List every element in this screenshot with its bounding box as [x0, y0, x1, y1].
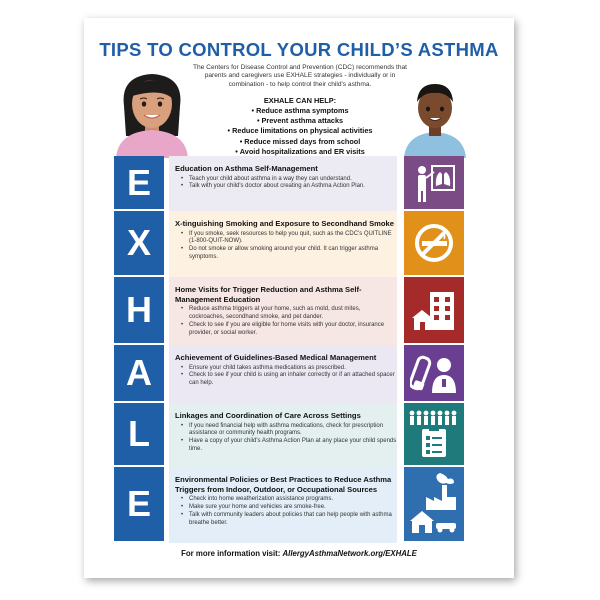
exhale-help-list	[192, 106, 408, 157]
row-bullet: • Talk with your child's doctor about creating an Asthma Action Plan.	[175, 183, 397, 191]
row-letter: E	[114, 467, 164, 543]
row-bullet: • Teach your child about asthma in a way they can understand.	[175, 176, 397, 184]
footer-prefix: For more information visit:	[181, 549, 283, 558]
row-bullet: • Do not smoke or allow smoking around your child. It can trigger asthma symptoms.	[175, 246, 397, 262]
row-e-environmental	[114, 467, 484, 543]
row-letter: E	[114, 156, 164, 211]
row-bullets	[175, 176, 397, 192]
row-letter: A	[114, 345, 164, 403]
row-content	[169, 211, 397, 277]
row-letter: L	[114, 403, 164, 467]
row-bullet: • Reduce asthma triggers at your home, such as mold, dust mites, cockroaches, secondhand smoke, and pet dander.	[175, 306, 397, 322]
row-heading: Home Visits for Trigger Reduction and Asthma Self-Management Education	[175, 285, 362, 304]
teacher-lungs-icon	[404, 156, 464, 211]
row-bullets	[175, 306, 397, 337]
row-bullet: • Check into home weatherization assistance programs.	[175, 496, 397, 504]
row-heading: Achievement of Guidelines-Based Medical Management	[175, 353, 377, 362]
row-content	[169, 345, 397, 403]
poster-sheet	[84, 18, 514, 578]
footer-link[interactable]: AllergyAsthmaNetwork.org/EXHALE	[282, 549, 417, 558]
exhale-help-title: EXHALE CAN HELP:	[263, 96, 337, 105]
help-item: • Reduce asthma symptoms	[192, 106, 408, 116]
row-heading: Linkages and Coordination of Care Across Settings	[175, 411, 361, 420]
row-bullets	[175, 231, 397, 262]
row-letter: X	[114, 211, 164, 277]
row-bullets	[175, 496, 397, 527]
factory-house-icon	[404, 467, 464, 543]
no-smoking-icon	[404, 211, 464, 277]
row-bullet: • Ensure your child takes asthma medications as prescribed.	[175, 365, 397, 373]
row-x-smoking	[114, 211, 484, 277]
intro-text: The Centers for Disease Control and Prevention (CDC) recommends that parents and caregivers use EXHALE strategies - individually or in combination - to help control their child's asthma.	[192, 64, 408, 88]
row-a-medical-management	[114, 345, 484, 403]
row-heading: Environmental Policies or Best Practices to Reduce Asthma Triggers from Indoor, Outdoor, or Occupational Sources	[175, 475, 392, 494]
row-bullet: • If you need financial help with asthma medications, check for prescription assistance or community health programs.	[175, 423, 397, 439]
row-bullet: • Check to see if you are eligible for home visits with your doctor, insurance provider, or social worker.	[175, 322, 397, 338]
row-e-education	[114, 156, 484, 211]
row-bullet: • Talk with community leaders about policies that can help people with asthma breathe better.	[175, 512, 397, 528]
help-item: • Reduce missed days from school	[192, 137, 408, 147]
mother-illustration	[112, 66, 192, 158]
row-bullets	[175, 423, 397, 454]
help-item: • Prevent asthma attacks	[192, 116, 408, 126]
row-heading: X-tinguishing Smoking and Exposure to Secondhand Smoke	[175, 219, 394, 228]
people-checklist-icon	[404, 403, 464, 467]
row-bullet: • Check to see if your child is using an inhaler correctly or if an attached spacer can help.	[175, 372, 397, 388]
row-bullet: • If you smoke, seek resources to help you quit, such as the CDC's QUITLINE (1-800-QUIT-NOW).	[175, 231, 397, 247]
footer-more-info	[84, 549, 514, 558]
row-h-home-visits	[114, 277, 484, 345]
row-content	[169, 403, 397, 467]
poster-title: TIPS TO CONTROL YOUR CHILD’S ASTHMA	[99, 39, 499, 60]
row-content	[169, 156, 397, 211]
inhaler-doctor-icon	[404, 345, 464, 403]
child-illustration	[402, 78, 468, 158]
help-item: • Reduce limitations on physical activities	[192, 126, 408, 136]
row-content	[169, 277, 397, 345]
row-bullets	[175, 365, 397, 388]
house-building-icon	[404, 277, 464, 345]
row-bullet: • Have a copy of your child's Asthma Action Plan at any place your child spends time.	[175, 438, 397, 454]
row-content	[169, 467, 397, 543]
help-item: • Avoid hospitalizations and ER visits	[192, 147, 408, 157]
row-heading: Education on Asthma Self-Management	[175, 164, 318, 173]
row-l-coordination	[114, 403, 484, 467]
row-letter: H	[114, 277, 164, 345]
row-bullet: • Make sure your home and vehicles are smoke-free.	[175, 504, 397, 512]
